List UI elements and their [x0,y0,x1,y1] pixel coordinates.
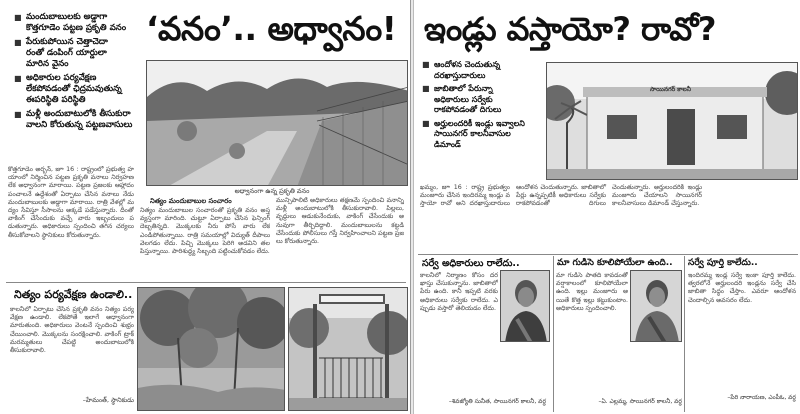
section-heading: నిత్యం మందుబాబుల సంచారం [150,197,232,205]
left-article-col1: కొత్తగూడెం అర్బన్, జూ 16 : రాష్ట్రంలో ప్రభుత్వ హయాంలో నిర్మించిన పట్టణ ప్రకృతి వనాలు నిర్వహణ లేక అధ్వానంగా మారాయి. పట్టణ ప్రజలకు ఆహ్లాదం పంచాలనే ఉద్దేశంతో ఏర్పాటు చేసిన వనాలు నేడు మందుబాబులకు అడ్డాగా మారాయి. రాత్రి వేళల్లో మద్యం సేవిస్తూ సీసాలను అక్కడే పడేస్తున్నారు. దీంతో వాకింగ్ చేసేందుకు వచ్చే వారు ఇబ్బందులు పడుతున్నారు. అధికారులు స్పందించి తగిన చర్యలు తీసుకోవాలని స్థానికులు కోరుతున్నారు. [8,166,134,239]
bullet-item: ■ అధికారుల పర్యవేక్షణ లేకపోవడంతో ఛిద్రమవుతున్న ఈపరిస్థితి పరిస్థితి [14,73,142,106]
bullet-item: ■ మందుబాబులకు అడ్డాగా కొత్తగూడెం పట్టణ ప్రకృతి వనం [14,12,142,34]
right-headline: ఇండ్లు వస్తాయో? రావో? [424,10,716,48]
separator-line [6,282,406,283]
right-intro-text: ఖమ్మం, జూ 16 : రాష్ట్ర ప్రభుత్వం మంజూరు చేసిన ఇందిరమ్మ ఇండ్లు వస్తాయో రావో అని దరఖాస్తుదారులు ఆందోళన చెందుతున్నారు. జాబితాలో పేర్లు ఉన్నప్పటికీ అధికారులు సర్వేకు రాకపోవడంతో దిగులు చెందుతున్నారు. అర్హులందరికీ ఇండ్లు మంజూరు చేయాలని సాయినగర్ కాలనీవాసులు డిమాండ్ చేస్తున్నారు. [420,184,702,208]
sub2-signature: –ఏ. ఎల్లమ్మ, సాయినగర్ కాలనీ, వర్ధ [598,398,682,405]
left-article-col3: మున్సిపాలిటీ అధికారులు తక్షణమే స్పందించి వనాన్ని మళ్లీ అందుబాటులోకి తీసుకురావాలి. పిల్లలు, వృద్ధులు ఆడుకునేందుకు, వాకింగ్ చేసేందుకు అనువుగా తీర్చిదిద్దాలి. మందుబాబులను కట్టడి చేసేందుకు పోలీసులు గస్తీ నిర్వహించాలని పట్టణ ప్రజలు కోరుతున్నారు. [276,197,404,246]
building-photo [546,62,798,180]
building-sign: సాయినగర్ కాలనీ [650,86,691,93]
left-bullet-list [14,12,142,134]
gate-photo-image [289,288,408,411]
woman1-photo [500,270,550,342]
sub1-heading: సర్వే అధికారులు రాలేదు.. [422,258,520,269]
sub3-text: ఇందిరమ్మ ఇండ్ల సర్వే ఇంకా పూర్తి కాలేదు. త్వరలోనే అర్హులందరి ఇండ్లను సర్వే చేసి జాబితా సిద్ధం చేస్తాం. ఎవరూ ఆందోళన చెందాల్సిన అవసరం లేదు. [688,272,796,304]
sub2-heading: మా గుడిసె కూలిపోయేలా ఉంది.. [557,258,673,268]
sub3-heading: సర్వే పూర్తి కాలేదు.. [688,258,758,268]
column-divider [553,256,554,412]
park-photo-caption: అధ్వానంగా ఉన్న ప్రకృతి వనం [234,187,310,195]
left-subhead: నిత్యం పర్యవేక్షణ ఉండాలి.. [14,288,133,301]
woman2-photo [630,270,682,342]
sub1-signature: –శివజ్యోతి సునీత, సాయినగర్ కాలనీ, వర్ధ [448,398,546,405]
right-newspaper-page [414,0,800,414]
trees-photo-image [138,288,285,411]
bullet-item: ■ మళ్లీ అందుబాటులోకి తీసుకురా వాలని కోరుతున్న పట్టణవాసులు [14,109,142,131]
bullet-item: ■ ఆందోళన చెందుతున్న దరఖాస్తుదారులు [422,60,548,81]
trees-photo [137,287,285,411]
gate-photo [288,287,408,411]
sub1-text-cont [500,344,550,388]
bullet-item: ■ పేరుకుపోయిన చెత్తాచెదా రంతో డంపింగ్ యార్డులా మారిన వైనం [14,37,142,70]
left-article-col2: నిత్యం మందుబాబుల సంచారంతో ప్రకృతి వనం అస్తవ్యస్తంగా మారింది. చుట్టూ ఏర్పాటు చేసిన ఫెన్సింగ్ దెబ్బతిన్నది. మొక్కలకు నీరు పోసే వారు లేక ఎండిపోతున్నాయి. రాత్రి సమయాల్లో విద్యుత్ దీపాలు వెలగడం లేదు. పిచ్చి మొక్కలు పెరిగి అడవిని తలపిస్తున్నాయి. పారిశుద్ధ్య సిబ్బంది పట్టించుకోవడం లేదు. [140,207,270,256]
right-bullet-list [422,60,548,153]
woman2-image [631,271,682,342]
bullet-item: ■ జాబితాలో పేరున్నా అధికారులు సర్వేకు రాకపోవడంతో దిగులు [422,84,548,116]
column-divider [684,256,685,412]
sub3-signature: –పేరి నారాయణ, ఎంపీఓ, వర్ధ [727,394,796,401]
park-photo-image [147,61,408,186]
sub2-text: మా గుడిసె పాతది కావడంతో వర్షాకాలంలో కూలిపోయేలా ఉంది. ఇల్లు మంజూరు అయితే కొత్త ఇల్లు కట్టుకుంటాం. అధికారులు స్పందించాలి. [556,272,628,312]
sub1-text: కాలనీలో నిర్మాణం కోసం దరఖాస్తు చేసుకున్నాను. జాబితాలో పేరు ఉంది. కానీ ఇప్పటి వరకు అధికారులు సర్వేకు రాలేదు. ఎప్పుడు వస్తారో తెలియడం లేదు. [420,272,498,312]
separator-line [418,254,798,255]
building-photo-image [547,63,798,180]
bullet-item: ■ అర్హులందరికీ ఇండ్లు ఇవ్వాలని సాయినగర్ కాలనీవాసుల డిమాండ్ [422,119,548,151]
park-photo [146,60,408,186]
left-signature: –హేమంత్, స్థానికుడు [82,397,134,404]
left-bottom-text: కాలనీలో ఏర్పాటు చేసిన ప్రకృతి వనం నిత్యం పర్యవేక్షణ ఉండాలి. లేకపోతే ఇలాగే అధ్వానంగా మారుతుంది. అధికారులు వెంటనే స్పందించి శుభ్రం చేయించాలి. మొక్కలను సంరక్షించాలి. వాకింగ్ ట్రాక్ మరమ్మతులు చేపట్టి అందుబాటులోకి తీసుకురావాలి. [10,306,134,355]
left-headline: ‘వనం’.. అధ్వానం! [146,9,397,48]
woman1-image [501,271,550,342]
